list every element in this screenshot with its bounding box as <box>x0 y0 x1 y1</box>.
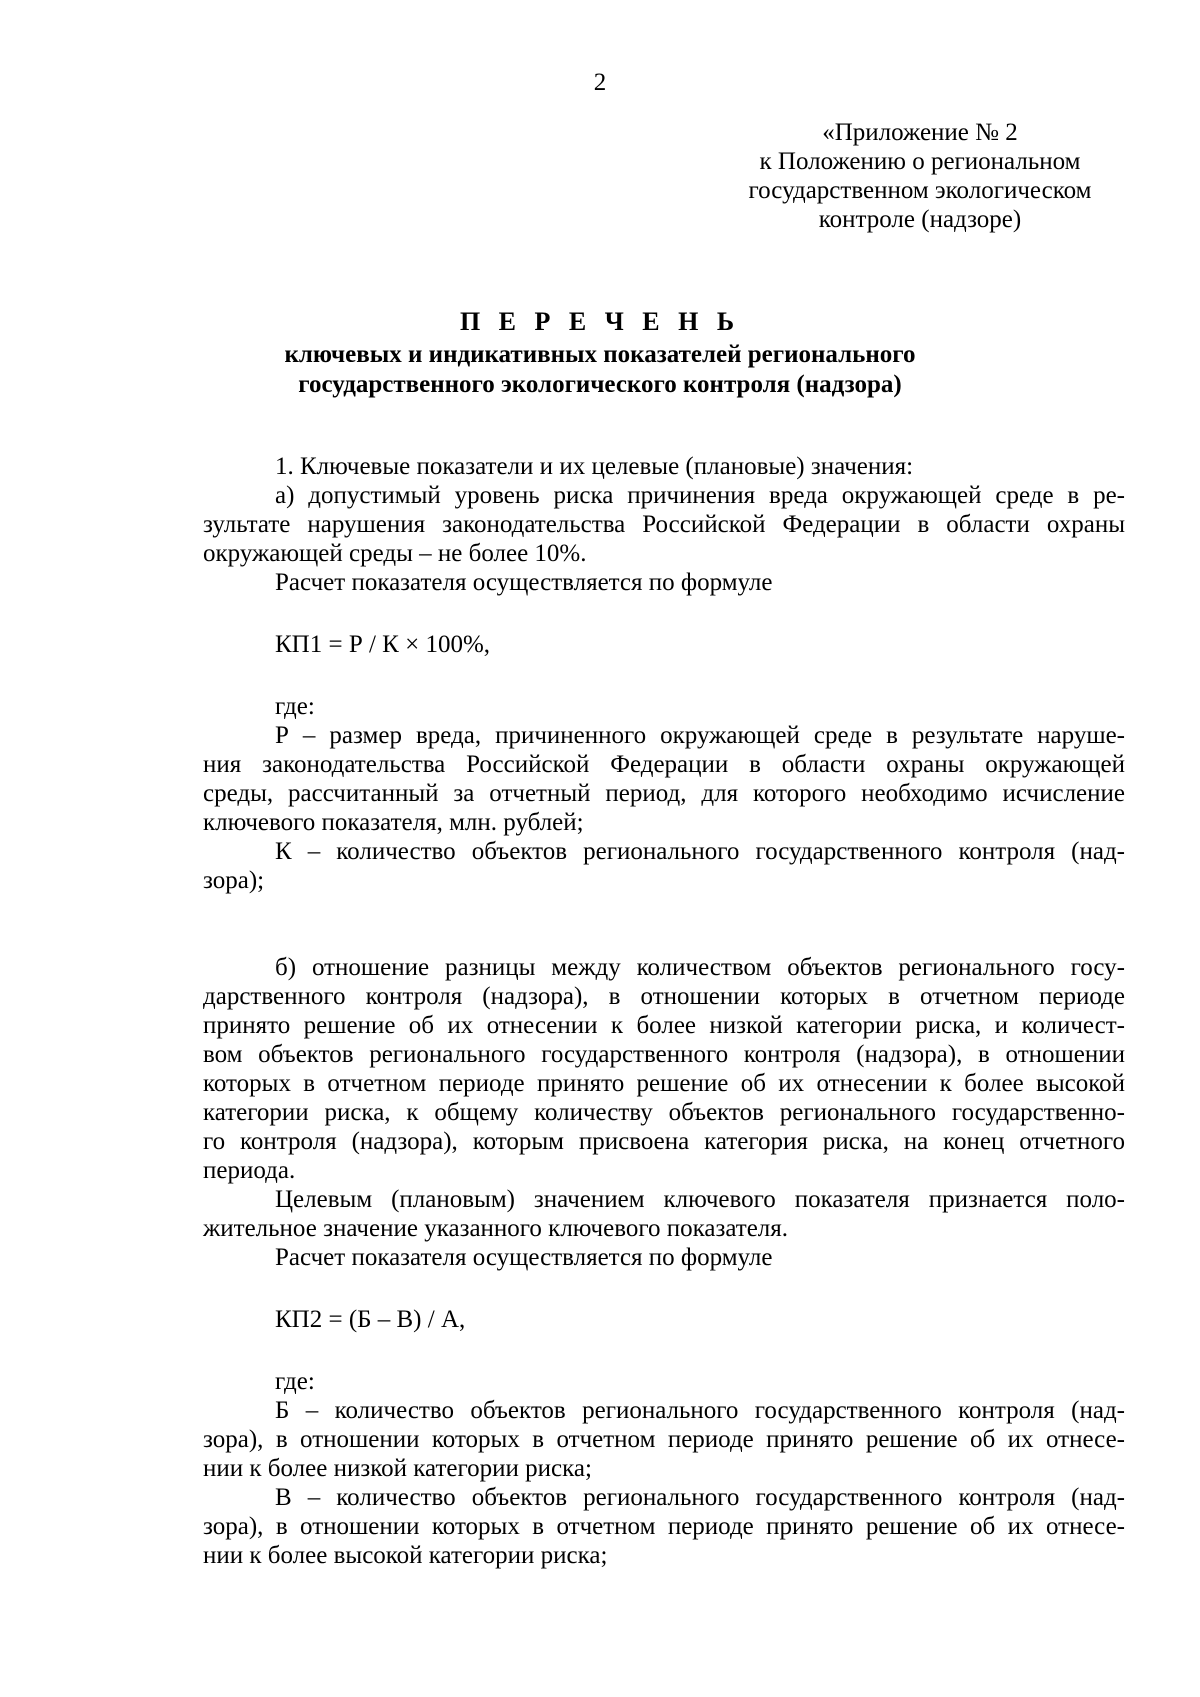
appendix-line: государственном экологическом <box>748 177 1092 204</box>
paragraph-line: вом объектов регионального государственного контроля (надзора), в отношении <box>203 1041 1125 1068</box>
document-title: П Е Р Е Ч Е Н Ь <box>459 307 741 336</box>
paragraph-line: принято решение об их отнесении к более низкой категории риска, и количест- <box>203 1012 1125 1039</box>
page-number: 2 <box>593 69 607 96</box>
paragraph-line: ключевого показателя, млн. рублей; <box>203 809 584 836</box>
calc-intro-text: Расчет показателя осуществляется по формуле <box>275 1244 773 1271</box>
paragraph-line: зора), в отношении которых в отчетном периоде принято решение об их отнесе- <box>203 1513 1125 1540</box>
paragraph-line: го контроля (надзора), которым присвоена категория риска, на конец отчетного <box>203 1128 1125 1155</box>
paragraph-line: периода. <box>203 1157 296 1184</box>
definition-v <box>203 1483 1125 1570</box>
paragraph-line: дарственного контроля (надзора), в отношении которых в отчетном периоде <box>203 983 1125 1010</box>
document-title-block <box>0 306 1200 400</box>
paragraph-line: зультате нарушения законодательства Российской Федерации в области охраны <box>203 511 1125 538</box>
section-heading <box>203 452 1125 481</box>
where-text: где: <box>275 1368 315 1395</box>
where-text: где: <box>275 693 315 720</box>
item-b-paragraph <box>203 953 1125 1185</box>
paragraph-line: среды, рассчитанный за отчетный период, для которого необходимо исчисление <box>203 780 1125 807</box>
definition-p <box>203 721 1125 837</box>
definition-k <box>203 837 1125 895</box>
item-a-paragraph <box>203 481 1125 568</box>
paragraph-line: Целевым (плановым) значением ключевого показателя признается поло- <box>275 1186 1125 1213</box>
paragraph-line: нии к более низкой категории риска; <box>203 1455 592 1482</box>
definition-b <box>203 1396 1125 1483</box>
appendix-line: контроле (надзоре) <box>818 206 1022 233</box>
document-subtitle <box>0 340 1200 400</box>
appendix-reference <box>700 118 1140 234</box>
appendix-line: к Положению о региональном <box>759 148 1081 175</box>
subtitle-line: государственного экологического контроля (надзора) <box>298 371 902 398</box>
appendix-line: «Приложение № 2 <box>822 119 1018 146</box>
paragraph-line: а) допустимый уровень риска причинения вреда окружающей среде в ре- <box>275 482 1125 509</box>
paragraph-line: Р – размер вреда, причиненного окружающей среде в результате наруше- <box>275 722 1125 749</box>
calc-intro-2 <box>203 1243 1125 1272</box>
paragraph-line: ния законодательства Российской Федерации в области охраны окружающей <box>203 751 1125 778</box>
target-note <box>203 1185 1125 1243</box>
subtitle-line: ключевых и индикативных показателей регионального <box>284 341 916 368</box>
document-body <box>203 452 1125 1570</box>
paragraph-line: нии к более высокой категории риска; <box>203 1542 608 1569</box>
paragraph-line: К – количество объектов регионального государственного контроля (над- <box>275 838 1125 865</box>
paragraph-line: жительное значение указанного ключевого показателя. <box>203 1215 789 1242</box>
paragraph-line: категории риска, к общему количеству объектов регионального государственно- <box>203 1099 1125 1126</box>
paragraph-line: б) отношение разницы между количеством объектов регионального госу- <box>275 954 1125 981</box>
paragraph-line: окружающей среды – не более 10%. <box>203 540 587 567</box>
where-label-1 <box>203 692 1125 721</box>
where-label-2 <box>203 1367 1125 1396</box>
formula-kp1: КП1 = Р / К × 100%, <box>275 631 491 658</box>
paragraph-line: зора), в отношении которых в отчетном периоде принято решение об их отнесе- <box>203 1426 1125 1453</box>
paragraph-line: В – количество объектов регионального государственного контроля (над- <box>275 1484 1125 1511</box>
paragraph-line: зора); <box>203 867 265 894</box>
formula-kp2: КП2 = (Б – В) / А, <box>275 1306 466 1333</box>
paragraph-line: Б – количество объектов регионального государственного контроля (над- <box>275 1397 1125 1424</box>
calc-intro-text: Расчет показателя осуществляется по формуле <box>275 569 773 596</box>
paragraph-line: которых в отчетном периоде принято решение об их отнесении к более высокой <box>203 1070 1125 1097</box>
section-heading-text: 1. Ключевые показатели и их целевые (плановые) значения: <box>275 453 914 480</box>
calc-intro-1 <box>203 568 1125 597</box>
